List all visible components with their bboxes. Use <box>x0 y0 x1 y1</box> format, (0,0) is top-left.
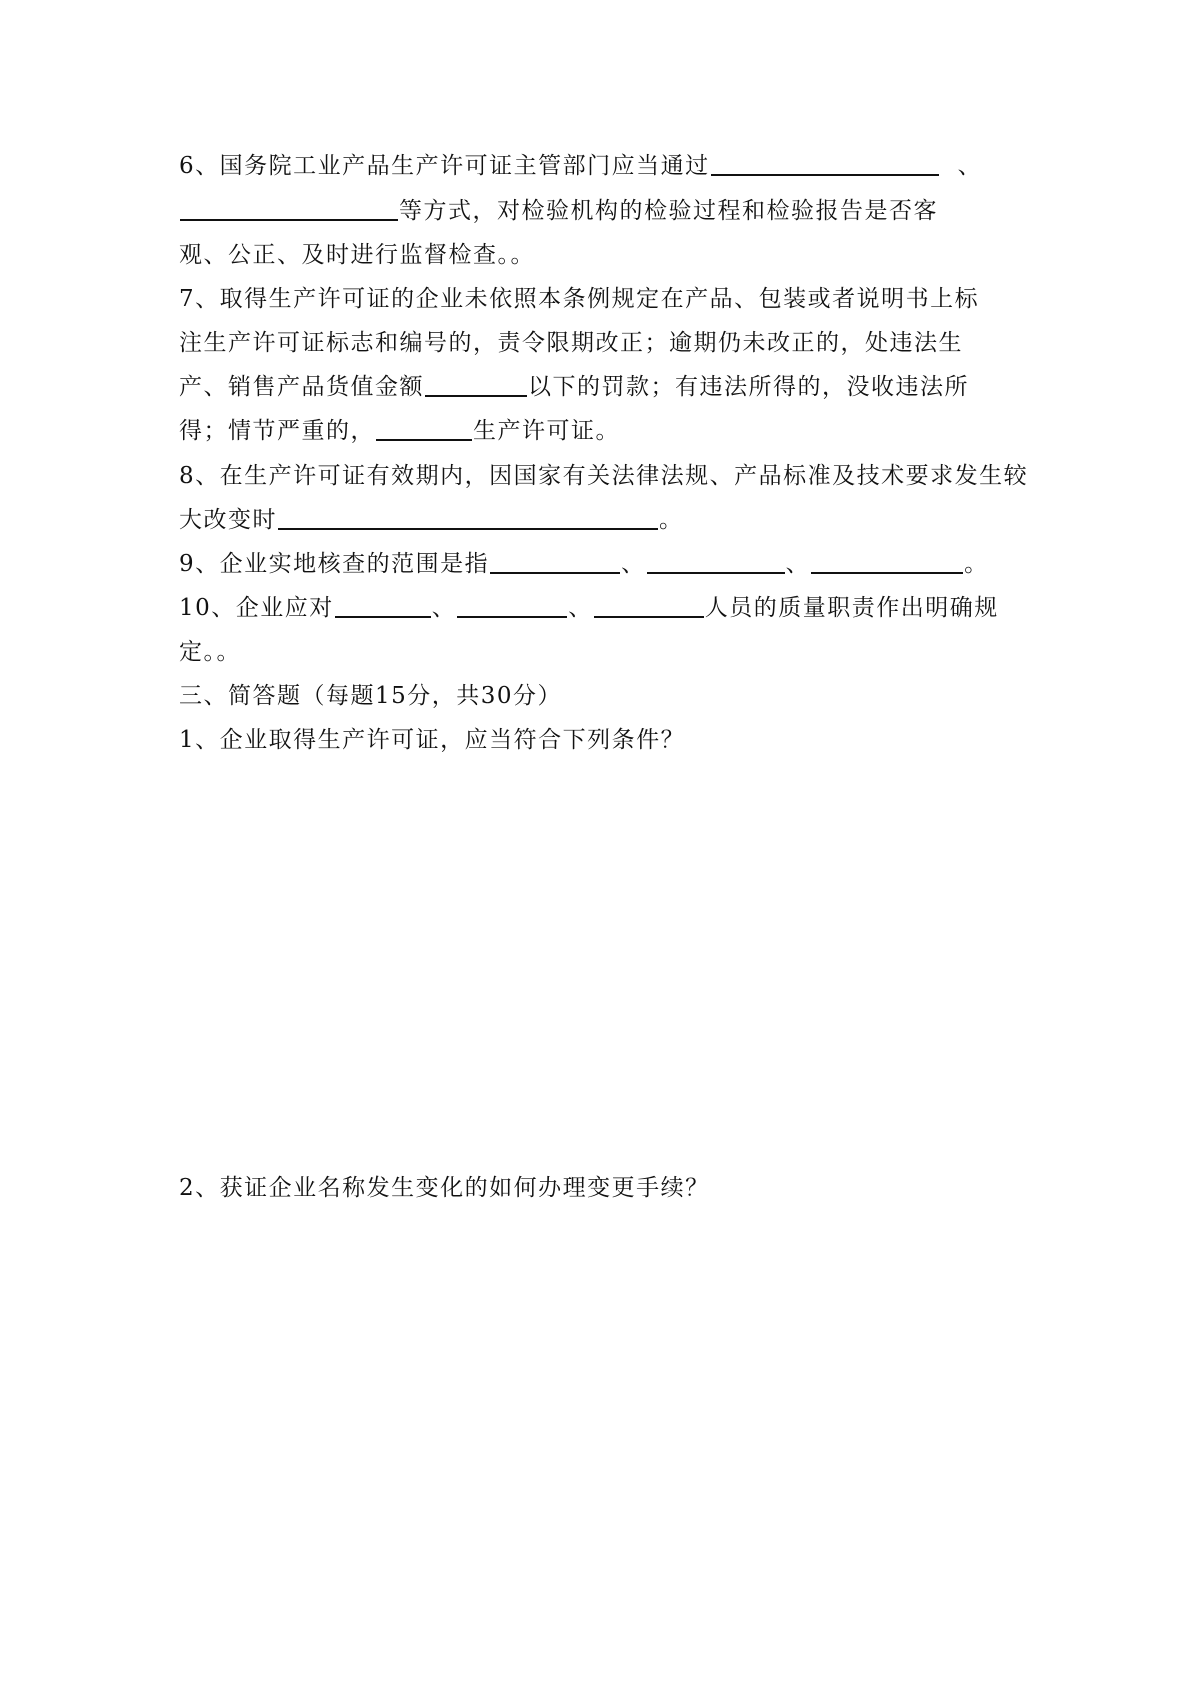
q6-text: 6、国务院工业产品生产许可证主管部门应当通过 <box>179 153 710 179</box>
short-answer-q1 <box>179 725 685 755</box>
q9-blank-1[interactable] <box>490 550 620 574</box>
q8-text-2a: 大改变时 <box>179 507 277 533</box>
q7-text-3b: 以下的罚款；有违法所得的，没收违法所 <box>528 374 969 400</box>
q9-blank-2[interactable] <box>647 550 785 574</box>
q7-text-3a: 产、销售产品货值金额 <box>179 374 424 400</box>
q6-text-2: 等方式，对检验机构的检验过程和检验报告是否客 <box>399 198 938 224</box>
q9-text: 9、企业实地核查的范围是指 <box>179 551 490 577</box>
q7-line-3 <box>179 372 969 402</box>
q10-text-b: 人员的质量职责作出明确规 <box>704 595 999 621</box>
q9-blank-3[interactable] <box>811 550 963 574</box>
q7-blank-1[interactable] <box>425 373 527 397</box>
q7-text-4a: 得；情节严重的， <box>179 418 375 444</box>
q10-text-a: 10、企业应对 <box>179 595 334 621</box>
q6-blank-2[interactable] <box>180 197 398 221</box>
q9-sep-1: 、 <box>621 551 646 577</box>
q8-text-1: 8、在生产许可证有效期内，因国家有关法律法规、产品标准及技术要求发生较 <box>179 463 1029 489</box>
q7-text-2: 注生产许可证标志和编号的，责令限期改正；逾期仍未改正的，处违法生 <box>179 330 963 356</box>
q7-line-4 <box>179 416 620 446</box>
q9-sep-2: 、 <box>785 551 811 577</box>
q9-line <box>179 549 989 579</box>
q7-blank-2[interactable] <box>376 417 472 441</box>
q8-text-2b: 。 <box>659 507 684 533</box>
q6-line-1 <box>179 151 982 181</box>
q10-blank-1[interactable] <box>335 594 431 618</box>
q6-text-3: 观、公正、及时进行监督检查。。 <box>179 242 535 268</box>
q6-line-2 <box>179 196 938 226</box>
q7-line-2 <box>179 328 963 358</box>
q7-text-4b: 生产许可证。 <box>473 418 620 444</box>
q8-blank[interactable] <box>278 506 658 530</box>
question-1-text: 1、企业取得生产许可证，应当符合下列条件？ <box>179 727 686 753</box>
q10-blank-2[interactable] <box>457 594 567 618</box>
q8-line-2 <box>179 505 684 535</box>
q6-blank-1[interactable] <box>711 152 939 176</box>
q7-text-1: 7、取得生产许可证的企业未依照本条例规定在产品、包装或者说明书上标 <box>179 286 980 312</box>
question-2-text: 2、获证企业名称发生变化的如何办理变更手续？ <box>179 1175 710 1201</box>
q10-sep-1: 、 <box>431 595 457 621</box>
q6-separator: 、 <box>957 153 983 179</box>
q6-line-3 <box>179 240 535 270</box>
short-answer-q2 <box>179 1173 710 1203</box>
q10-sep-2: 、 <box>568 595 593 621</box>
section3-heading <box>179 681 562 711</box>
q10-text-2: 定。。 <box>179 639 241 665</box>
q10-line-1 <box>179 593 999 623</box>
q8-line-1 <box>179 461 1028 491</box>
q9-end: 。 <box>964 551 989 577</box>
q7-line-1 <box>179 284 979 314</box>
q10-line-2 <box>179 637 241 667</box>
section-heading: 三、简答题（每题15分，共30分） <box>179 683 563 709</box>
q10-blank-3[interactable] <box>594 594 704 618</box>
